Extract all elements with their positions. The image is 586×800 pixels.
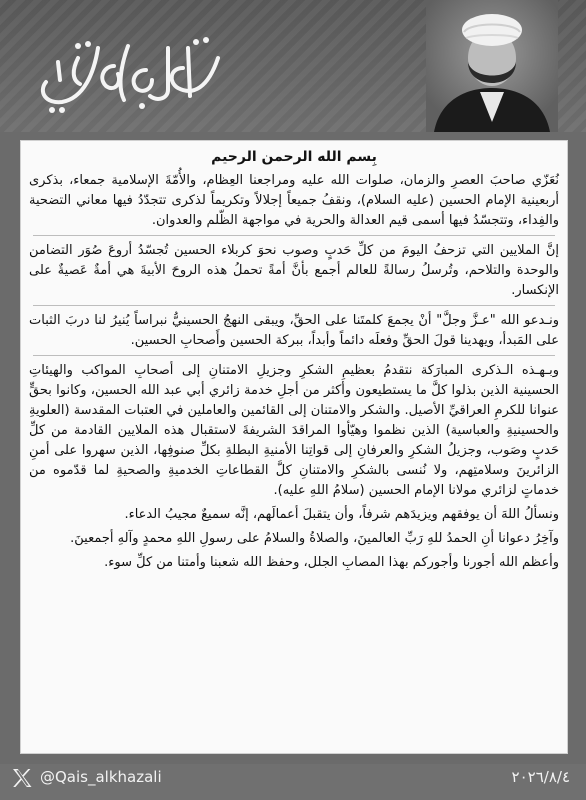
paragraph-supplication: ونسألُ اللهَ أن يوفقهم ويزيدَهم شرفاً، وأن يتقبلَ أعمالَهم، إنَّه سميعٌ مجيبُ الدعاء. xyxy=(124,507,559,522)
paragraph-prayer: ونـدعو الله "عـزَّ وجلَّ" أنْ يجمعَ كلمتَنا على الحقِّ، ويبقى النهجُ الحسينيُّ نبراساً يُنيرُ لنا دربَ الثبات على المَبدأ، ويهدينا قولَ الحقِّ وفعلَه دائماً وأبداً، ببركة الحسين وأَصحابِ الحسين. xyxy=(29,313,559,348)
header-banner xyxy=(0,0,586,132)
x-logo-icon[interactable] xyxy=(10,766,34,790)
speaker-portrait xyxy=(426,0,558,132)
divider xyxy=(33,355,555,356)
paragraph-closing-condolence: وأعظم الله أجورنا وأجوركم بهذا المصابِ الجلل، وحفظ الله شعبنا وأمتنا من كلِّ سوء. xyxy=(104,555,559,570)
calligraphy-signature xyxy=(18,18,238,118)
statement-body xyxy=(29,147,559,749)
statement-paper xyxy=(20,140,568,754)
divider xyxy=(33,305,555,306)
paragraph-thanks: وبـهـذه الـذكرى المبارَكة نتقدمُ بعظيمِ الشكرِ وجزيلِ الامتنانِ إلى أصحابِ المواكب والهيئاتِ الحسينية الذين بذلوا كلَّ ما يستطيعون وأكثر من أجلِ خدمة زائري أبي عبد الله الحسين، وكانوا بحقٍّ عنوانا للكرمِ العراقيِّ الأصيل. والشكر والامتنان إلى القائمين والعاملين في العتبات المقدسة (العلويةِ والحسينيةِ والعباسية) الذين نظموا وهيّأوا المراقدَ الشريفةَ لاستقبال هذه الملايين القادمة من كلِّ حَدبٍ وصَوب، وجزيلُ الشكرِ والعرفانِ إلى قواتِنا الأمنيةِ البطلةِ بكلِّ صنوفِها، الذين سهروا على أمنِ الزائرينَ وسلامتِهم، ولا نُنسى بالشكرِ والامتنانِ كلَّ القطاعاتِ الخدميةِ والصحيةِ لما قدّموه من خدماتٍ لزائري مولانا الإمام الحسين (سلامُ اللهِ عليه). xyxy=(29,363,559,498)
author-handle[interactable]: @Qais_alkhazali xyxy=(40,768,162,786)
basmala-heading: بِسم الله الرحمن الرحيم xyxy=(211,149,377,165)
divider xyxy=(33,235,555,236)
paragraph-closing-praise: وآخِرُ دعوانا أنِ الحمدُ للهِ رَبِّ العالمينَ، والصلاةُ والسلامُ على رسولِ اللهِ محمدٍ وآلهِ أجمعينَ. xyxy=(70,531,559,546)
post-date: ٢٠٢٦/٨/٤ xyxy=(511,768,570,786)
calligraphy-logo xyxy=(18,18,238,118)
paragraph-millions: إنَّ الملايين التي تزحفُ اليومَ من كلِّ حَدبٍ وصوب نحوَ كربلاء الحسين تُجسّدُ أروعَ صُوَر التضامن والوحدة والتلاحم، وتُرسلُ رسالةً للعالم أجمع بأنَّ أمةً تحملُ هذه الروحَ الأبيةَ هي أمةٌ عَصيةٌ على الإنكسار. xyxy=(29,243,559,298)
paragraph-condolence: نُعَزّي صاحبَ العصرِ والزمان، صلوات الله عليه ومراجعنا العِظام، والأُمّةَ الإسلامية جمعاء، بذكرى أربعينية الإمام الحسين (عليه السلام)، ونقفُ جميعاً إجلالاً وتكريماً لذكرى تتجدّدُ فيها معاني التضحية والفِداء، وتتجسّدُ فيها أسمى قيم العدالة والحرية في مواجهة الظّلم والعدوان. xyxy=(29,173,559,228)
